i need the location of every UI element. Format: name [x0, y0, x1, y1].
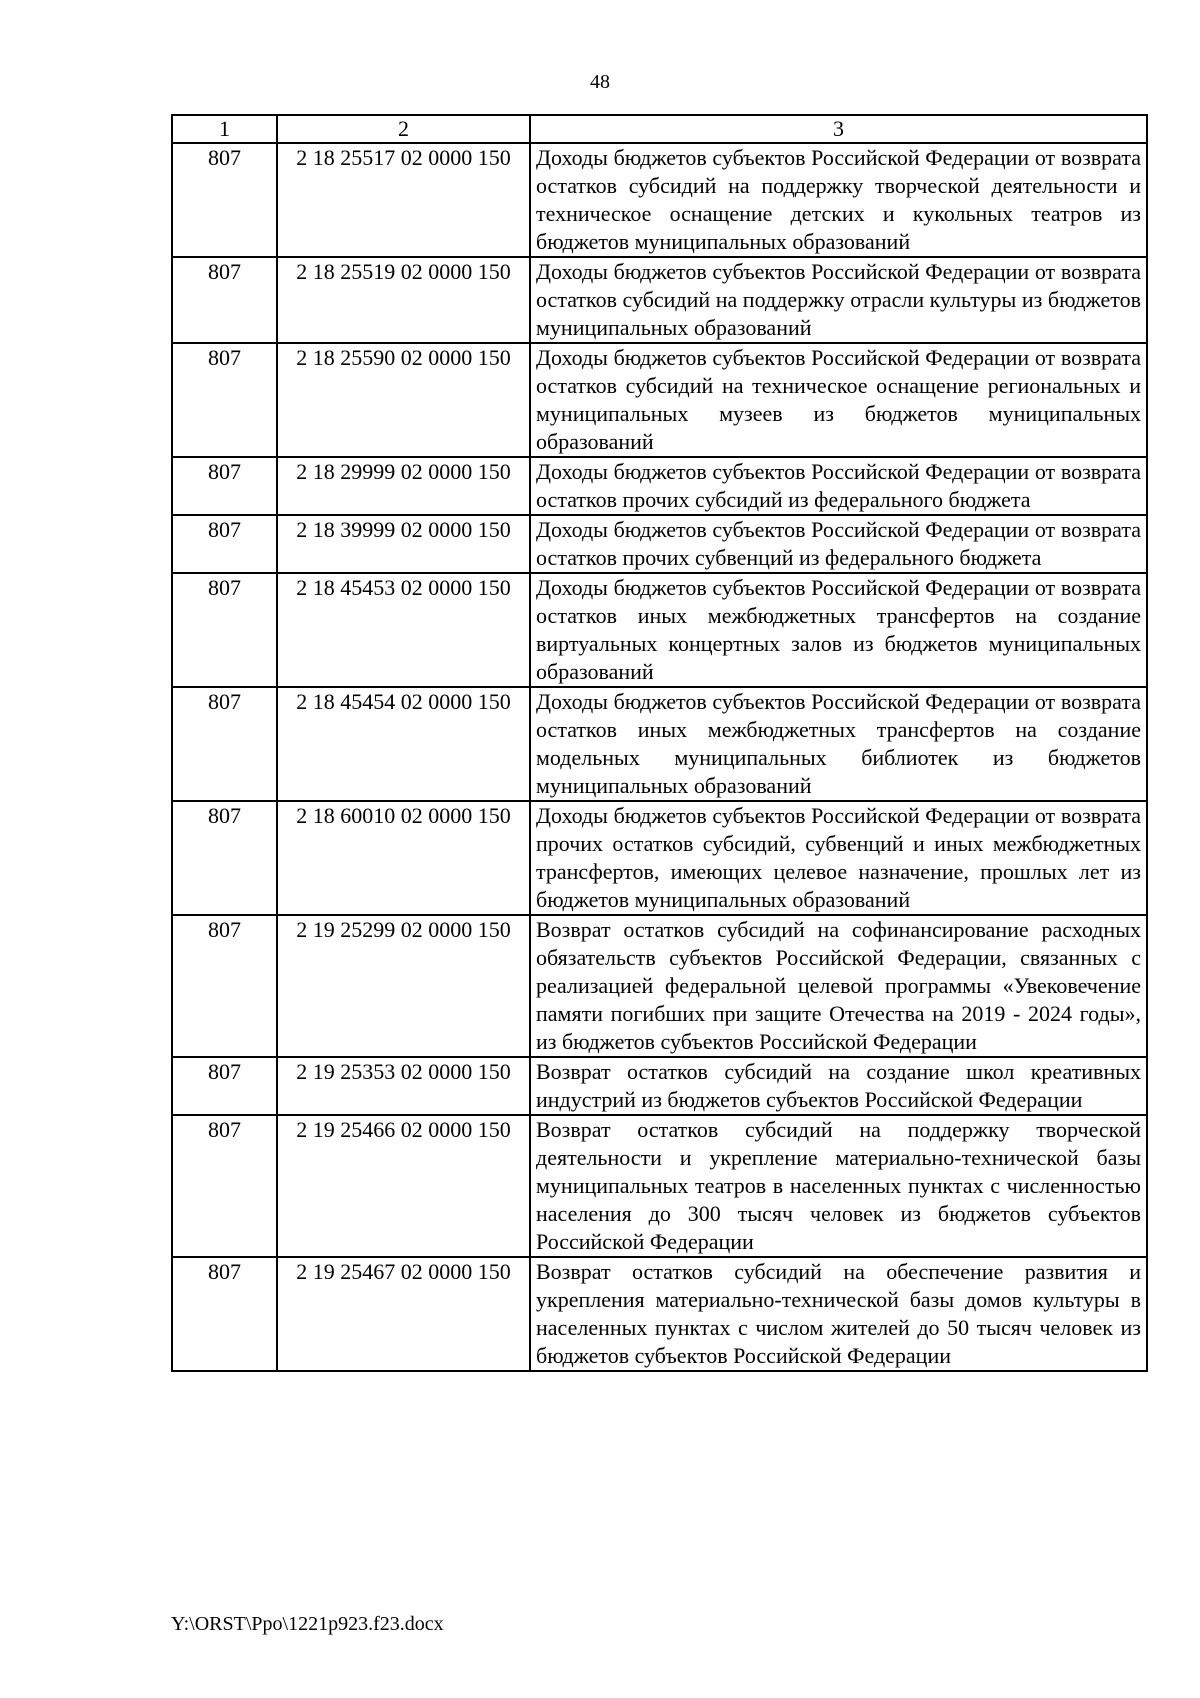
table-row [172, 457, 1147, 515]
admin-code-cell: 807 [172, 515, 277, 573]
description-cell: Доходы бюджетов субъектов Российской Федерации от возврата остатков иных межбюджетных трансфертов на создание модельных муниципальных библиотек из бюджетов муниципальных образований [530, 687, 1147, 801]
table-header-row [172, 115, 1147, 143]
admin-code-cell: 807 [172, 143, 277, 257]
description-cell: Доходы бюджетов субъектов Российской Федерации от возврата остатков прочих субвенций из федерального бюджета [530, 515, 1147, 573]
admin-code-cell: 807 [172, 1057, 277, 1115]
admin-code-cell: 807 [172, 687, 277, 801]
description-cell: Доходы бюджетов субъектов Российской Федерации от возврата прочих остатков субсидий, субвенций и иных межбюджетных трансфертов, имеющих целевое назначение, прошлых лет из бюджетов муниципальных образований [530, 801, 1147, 915]
admin-code-cell: 807 [172, 1115, 277, 1257]
budget-code-cell: 2 18 25590 02 0000 150 [277, 343, 530, 457]
budget-code-cell: 2 19 25299 02 0000 150 [277, 915, 530, 1057]
description-cell: Возврат остатков субсидий на обеспечение развития и укрепления материально-технической базы домов культуры в населенных пунктах с числом жителей до 50 тысяч человек из бюджетов субъектов Российской Федерации [530, 1257, 1147, 1371]
table-row [172, 801, 1147, 915]
description-cell: Доходы бюджетов субъектов Российской Федерации от возврата остатков субсидий на поддержку отрасли культуры из бюджетов муниципальных образований [530, 257, 1147, 343]
admin-code-cell: 807 [172, 801, 277, 915]
admin-code-cell: 807 [172, 915, 277, 1057]
table-row [172, 1257, 1147, 1371]
budget-code-cell: 2 18 60010 02 0000 150 [277, 801, 530, 915]
budget-code-cell: 2 18 25517 02 0000 150 [277, 143, 530, 257]
admin-code-cell: 807 [172, 1257, 277, 1371]
budget-code-cell: 2 18 25519 02 0000 150 [277, 257, 530, 343]
table-row [172, 343, 1147, 457]
column-header-2: 2 [277, 115, 530, 143]
table-row [172, 1057, 1147, 1115]
admin-code-cell: 807 [172, 457, 277, 515]
table-row [172, 915, 1147, 1057]
description-cell: Возврат остатков субсидий на софинансирование расходных обязательств субъектов Российской Федерации, связанных с реализацией федеральной целевой программы «Увековечение памяти погибших при защите Отечества на 2019 - 2024 годы», из бюджетов субъектов Российской Федерации [530, 915, 1147, 1057]
table-row [172, 515, 1147, 573]
table-body [172, 143, 1147, 1371]
income-codes-table [171, 114, 1148, 1372]
table-row [172, 143, 1147, 257]
table-row [172, 1115, 1147, 1257]
admin-code-cell: 807 [172, 573, 277, 687]
table-row [172, 687, 1147, 801]
page-number: 48 [590, 71, 610, 93]
budget-code-cell: 2 18 39999 02 0000 150 [277, 515, 530, 573]
column-header-3: 3 [530, 115, 1147, 143]
budget-code-cell: 2 18 45453 02 0000 150 [277, 573, 530, 687]
table-row [172, 573, 1147, 687]
column-header-1: 1 [172, 115, 277, 143]
description-cell: Доходы бюджетов субъектов Российской Федерации от возврата остатков субсидий на поддержку творческой деятельности и техническое оснащение детских и кукольных театров из бюджетов муниципальных образований [530, 143, 1147, 257]
budget-code-cell: 2 18 45454 02 0000 150 [277, 687, 530, 801]
description-cell: Доходы бюджетов субъектов Российской Федерации от возврата остатков иных межбюджетных трансфертов на создание виртуальных концертных залов из бюджетов муниципальных образований [530, 573, 1147, 687]
admin-code-cell: 807 [172, 257, 277, 343]
budget-code-cell: 2 19 25353 02 0000 150 [277, 1057, 530, 1115]
description-cell: Доходы бюджетов субъектов Российской Федерации от возврата остатков субсидий на техническое оснащение региональных и муниципальных музеев из бюджетов муниципальных образований [530, 343, 1147, 457]
budget-code-cell: 2 18 29999 02 0000 150 [277, 457, 530, 515]
table-row [172, 257, 1147, 343]
admin-code-cell: 807 [172, 343, 277, 457]
description-cell: Доходы бюджетов субъектов Российской Федерации от возврата остатков прочих субсидий из федерального бюджета [530, 457, 1147, 515]
description-cell: Возврат остатков субсидий на создание школ креативных индустрий из бюджетов субъектов Российской Федерации [530, 1057, 1147, 1115]
description-cell: Возврат остатков субсидий на поддержку творческой деятельности и укрепление материально-технической базы муниципальных театров в населенных пунктах с численностью населения до 300 тысяч человек из бюджетов субъектов Российской Федерации [530, 1115, 1147, 1257]
file-path-footer: Y:\ORST\Ppo\1221p923.f23.docx [171, 1613, 444, 1635]
budget-code-cell: 2 19 25467 02 0000 150 [277, 1257, 530, 1371]
budget-code-cell: 2 19 25466 02 0000 150 [277, 1115, 530, 1257]
